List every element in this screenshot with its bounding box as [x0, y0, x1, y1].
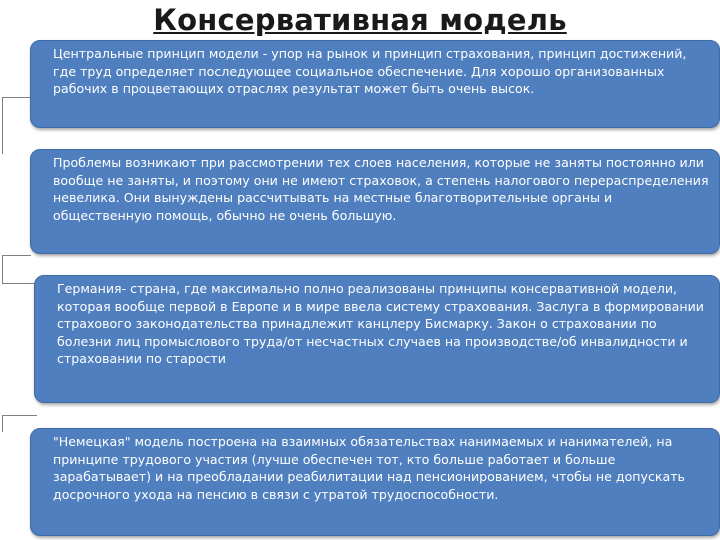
info-block-1 — [30, 40, 720, 128]
info-block-3 — [34, 275, 720, 403]
connector-arm-2 — [2, 283, 34, 284]
connector-bracket-1 — [2, 97, 31, 154]
info-block-4-text: "Немецкая" модель построена на взаимных обязательствах нанимаемых и нанимателей, на принципе трудового участия (лучше обеспечен тот, кто больше работает и больше зарабатывает) и на преобладании реабилитации над пенсионированием, чтобы не допускать досрочного ухода на пенсию в связи с утратой трудоспособности. — [53, 434, 685, 502]
connector-bracket-3 — [2, 415, 37, 432]
info-block-2 — [30, 149, 720, 254]
page-title: Консервативная модель — [153, 3, 567, 37]
info-block-2-text: Проблемы возникают при рассмотрении тех слоев населения, которые не заняты постоянно или вообще не заняты, и поэтому они не имеют страховок, а степень налогового перераспределения невелика. Они вынуждены рассчитывать на местные благотворительные органы и общественную помощь, обычно не очень большую. — [53, 155, 709, 223]
info-block-1-text: Центральные принцип модели - упор на рынок и принцип страхования, принцип достижений, где труд определяет последующее социальное обеспечение. Для хорошо организованных рабочих в процветающих отраслях результат может быть очень высок. — [53, 46, 687, 97]
info-block-4 — [30, 428, 720, 536]
info-block-3-text: Германия- страна, где максимально полно реализованы принципы консервативной модели, которая вообще первой в Европе и в мире ввела систему страхования. Заслуга в формировании страхового законодательства принадлежит канцлеру Бисмарку. Закон о страховании по болезни лиц промыслового труда/от несчастных случаев на производстве/об инвалидности и страховании по старости — [57, 281, 704, 367]
connector-arm-1 — [2, 97, 32, 98]
connector-bracket-2 — [2, 255, 31, 284]
